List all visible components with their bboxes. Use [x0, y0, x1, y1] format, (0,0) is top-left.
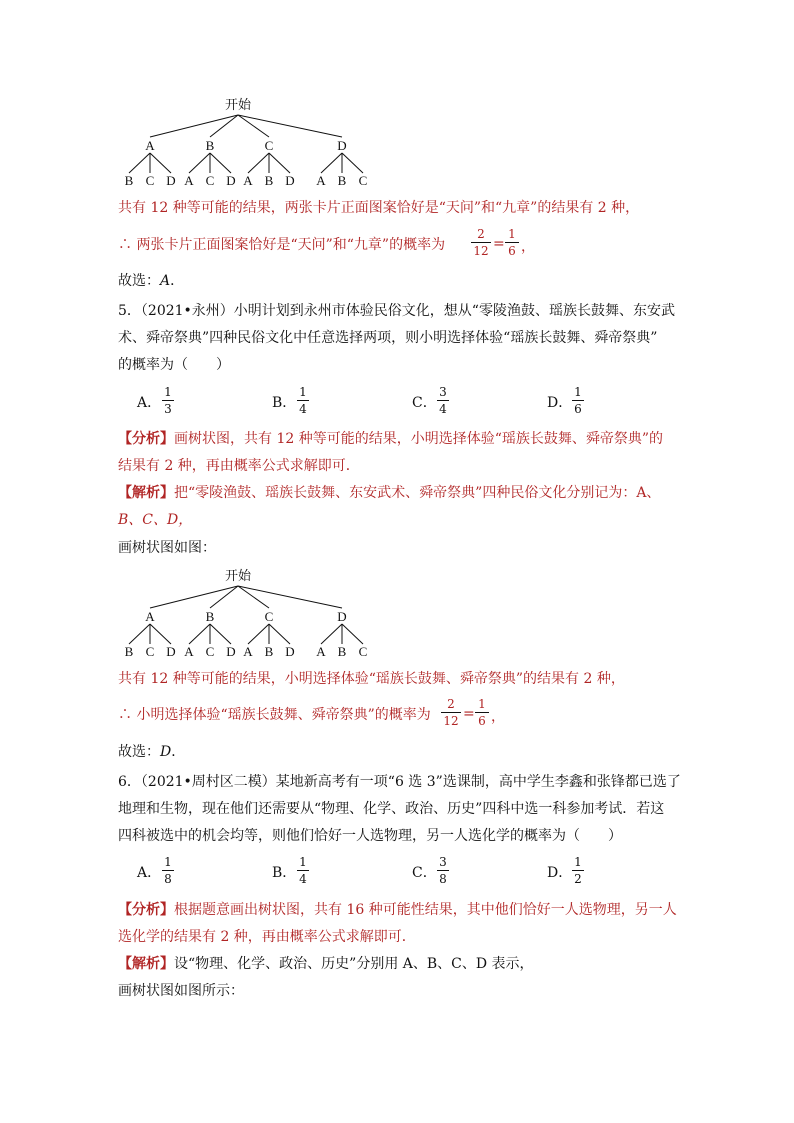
- q6-option-d-label: D．: [547, 865, 573, 881]
- tree-leaf-label: D: [226, 173, 236, 188]
- q5-option-b-num: 1: [299, 385, 307, 399]
- q6-analysis-line-1: [118, 901, 677, 919]
- tree-leaf-line: [321, 624, 342, 644]
- q5-option-d-label: D．: [547, 395, 573, 411]
- tree-leaf-label: C: [145, 173, 155, 188]
- tree-leaf-label: D: [285, 173, 295, 188]
- q5-analysis-line-1: [118, 430, 663, 448]
- q5-fraction-2: [475, 697, 489, 728]
- q4-fraction-2-den: 6: [508, 244, 516, 258]
- tree-diagram-1: [110, 95, 390, 190]
- q6-analysis-tag: 【分析】: [118, 902, 174, 918]
- q4-fraction-1-den: 12: [473, 244, 489, 258]
- tree-leaf-line: [210, 153, 231, 173]
- q4-probability-line: [118, 236, 445, 254]
- q5-option-b-label: B．: [272, 395, 297, 411]
- q4-fraction-1: [471, 227, 491, 258]
- q6-option-c-den: 8: [439, 872, 447, 886]
- q6-stem-line-1: 6．（2021•周村区二模）某地新高考有一项“6 选 3”选课制，高中学生李鑫和张锋都已选了: [118, 774, 681, 790]
- q5-solution-tag: 【解析】: [118, 485, 174, 501]
- q5-option-c-label: C．: [412, 395, 437, 411]
- q6-option-b-num: 1: [299, 855, 307, 869]
- tree-leaf-line: [150, 624, 171, 644]
- q5-draw-tree-line: 画树状图如图：: [118, 540, 216, 556]
- tree-branch-label: C: [264, 138, 274, 153]
- tree-leaf-line: [342, 153, 363, 173]
- q6-analysis-text-1: 根据题意画出树状图，共有 16 种可能性结果，其中他们恰好一人选物理，另一人: [174, 902, 677, 918]
- q6-draw-tree-line: 画树状图如图所示：: [118, 983, 244, 999]
- q5-solution-line-2: B、C、D，: [118, 512, 193, 528]
- q5-option-a: [137, 394, 161, 412]
- tree-leaf-label: A: [243, 644, 253, 659]
- q6-option-b-den: 4: [299, 872, 307, 886]
- q6-option-d-num: 1: [574, 855, 582, 869]
- q5-equals-sign: =: [463, 706, 475, 722]
- tree-root-label: 开始: [224, 568, 252, 583]
- q5-option-c: [412, 394, 437, 412]
- q5-option-a-fraction: [162, 385, 174, 416]
- q5-comma: ，: [491, 709, 505, 725]
- q6-option-a-fraction: [162, 855, 174, 886]
- tree-leaf-label: D: [285, 644, 295, 659]
- q4-answer: [118, 272, 184, 290]
- tree-leaf-label: B: [337, 644, 347, 659]
- tree-branch-label: D: [337, 138, 347, 153]
- tree-leaf-label: A: [316, 173, 326, 188]
- q6-option-b: [272, 864, 296, 882]
- tree-leaf-line: [269, 153, 290, 173]
- tree-branch-label: C: [264, 609, 274, 624]
- tree-leaf-label: B: [264, 644, 274, 659]
- q5-option-b: [272, 394, 296, 412]
- q5-stem-line-2: 术、舜帝祭典”四种民俗文化中任意选择两项，则小明选择体验“瑶族长鼓舞、舜帝祭典”: [118, 330, 658, 346]
- q5-option-a-label: A．: [137, 395, 162, 411]
- tree-leaf-line: [189, 153, 210, 173]
- q5-solution-text-1: 把“零陵渔鼓、瑶族长鼓舞、东安武术、舜帝祭典”四种民俗文化分别记为：A、: [174, 485, 661, 501]
- q6-option-c-fraction: [437, 855, 449, 886]
- q5-option-d-num: 1: [574, 385, 582, 399]
- q5-stem-line-1: 5．（2021•永州）小明计划到永州市体验民俗文化，想从“零陵渔鼓、瑶族长鼓舞、东安武: [118, 303, 675, 319]
- q6-option-c-num: 3: [439, 855, 447, 869]
- q5-fraction-2-den: 6: [478, 714, 486, 728]
- tree-leaf-line: [129, 153, 150, 173]
- tree-branch-label: D: [337, 609, 347, 624]
- q6-solution-tag: 【解析】: [118, 956, 174, 972]
- q6-option-a-den: 8: [164, 872, 172, 886]
- q4-fraction-2: [505, 227, 519, 258]
- q5-analysis-tag: 【分析】: [118, 431, 174, 447]
- tree-diagram-2: [110, 566, 390, 661]
- q4-probability-prefix: ∴ 两张卡片正面图案恰好是“天问”和“九章”的概率为: [118, 237, 446, 253]
- q5-option-a-num: 1: [164, 385, 172, 399]
- q5-fraction-2-num: 1: [478, 697, 486, 711]
- q5-answer-suffix: ．: [171, 744, 186, 760]
- q5-option-b-den: 4: [299, 402, 307, 416]
- q6-option-a-num: 1: [164, 855, 172, 869]
- tree-leaf-label: C: [145, 644, 155, 659]
- q5-probability-prefix: ∴ 小明选择体验“瑶族长鼓舞、舜帝祭典”的概率为: [118, 707, 431, 723]
- q5-option-d: [547, 394, 572, 412]
- q6-option-c: [412, 864, 437, 882]
- q5-option-a-den: 3: [164, 402, 172, 416]
- q4-answer-prefix: 故选：: [118, 273, 160, 289]
- q5-fraction-1-den: 12: [443, 714, 459, 728]
- q5-option-d-fraction: [572, 385, 584, 416]
- q4-result-line: 共有 12 种等可能的结果，两张卡片正面图案恰好是“天问”和“九章”的结果有 2 种，: [118, 200, 640, 216]
- q6-option-a: [137, 864, 161, 882]
- tree-leaf-label: B: [124, 173, 134, 188]
- tree-leaf-label: D: [226, 644, 236, 659]
- q5-analysis-line-2: 结果有 2 种，再由概率公式求解即可．: [118, 458, 360, 474]
- tree-leaf-line: [210, 624, 231, 644]
- q5-stem-line-3: 的概率为（ ）: [118, 357, 230, 373]
- tree-leaf-label: D: [166, 644, 176, 659]
- tree-leaf-label: C: [358, 173, 368, 188]
- q4-fraction-1-num: 2: [477, 227, 485, 241]
- q5-option-c-num: 3: [439, 385, 447, 399]
- q6-stem-line-3: 四科被选中的机会均等，则他们恰好一人选物理，另一人选化学的概率为（ ）: [118, 828, 622, 844]
- tree-leaf-line: [269, 624, 290, 644]
- q5-answer: [118, 743, 185, 761]
- q6-option-b-label: B．: [272, 865, 297, 881]
- q6-option-b-fraction: [297, 855, 309, 886]
- tree-branch-label: A: [145, 609, 155, 624]
- q5-analysis-text-1: 画树状图，共有 12 种等可能的结果，小明选择体验“瑶族长鼓舞、舜帝祭典”的: [174, 431, 664, 447]
- tree-leaf-line: [150, 153, 171, 173]
- tree-leaf-line: [248, 624, 269, 644]
- q4-comma: ，: [521, 239, 535, 255]
- q5-option-d-den: 6: [574, 402, 582, 416]
- tree-root-label: 开始: [224, 97, 252, 112]
- q5-result-line: 共有 12 种等可能的结果，小明选择体验“瑶族长鼓舞、舜帝祭典”的结果有 2 种，: [118, 671, 625, 687]
- tree-leaf-line: [248, 153, 269, 173]
- tree-leaf-line: [129, 624, 150, 644]
- tree-leaf-label: C: [205, 173, 215, 188]
- q4-answer-suffix: ．: [170, 273, 185, 289]
- tree-leaf-label: B: [337, 173, 347, 188]
- q6-option-a-label: A．: [137, 865, 162, 881]
- tree-leaf-label: D: [166, 173, 176, 188]
- q6-solution-line-1: [118, 955, 534, 973]
- q4-fraction-2-num: 1: [508, 227, 516, 241]
- q6-solution-text-1: 设“物理、化学、政治、历史”分别用 A、B、C、D 表示，: [174, 956, 534, 972]
- q5-option-c-den: 4: [439, 402, 447, 416]
- tree-leaf-line: [189, 624, 210, 644]
- q6-option-d-den: 2: [574, 872, 582, 886]
- q6-stem-line-2: 地理和生物，现在他们还需要从“物理、化学、政治、历史”四科中选一科参加考试．若这: [118, 801, 665, 817]
- q5-answer-letter: D: [160, 744, 172, 760]
- tree-leaf-label: C: [205, 644, 215, 659]
- tree-leaf-line: [342, 624, 363, 644]
- q5-fraction-1: [441, 697, 461, 728]
- tree-leaf-label: A: [184, 173, 194, 188]
- q6-option-d: [547, 864, 572, 882]
- tree-leaf-line: [321, 153, 342, 173]
- q6-option-d-fraction: [572, 855, 584, 886]
- q6-option-c-label: C．: [412, 865, 437, 881]
- q4-equals-sign: =: [493, 236, 505, 252]
- tree-branch-label: A: [145, 138, 155, 153]
- q5-answer-prefix: 故选：: [118, 744, 160, 760]
- tree-leaf-label: B: [264, 173, 274, 188]
- q5-option-b-fraction: [297, 385, 309, 416]
- tree-leaf-label: A: [316, 644, 326, 659]
- tree-branch-label: B: [205, 609, 215, 624]
- q5-solution-line-1: [118, 484, 660, 502]
- tree-leaf-label: A: [184, 644, 194, 659]
- tree-leaf-label: A: [243, 173, 253, 188]
- q5-probability-line: [118, 706, 431, 724]
- q5-fraction-1-num: 2: [447, 697, 455, 711]
- q4-answer-letter: A: [160, 273, 171, 289]
- q6-analysis-line-2: 选化学的结果有 2 种，再由概率公式求解即可．: [118, 929, 416, 945]
- tree-leaf-label: C: [358, 644, 368, 659]
- q5-option-c-fraction: [437, 385, 449, 416]
- tree-branch-label: B: [205, 138, 215, 153]
- tree-leaf-label: B: [124, 644, 134, 659]
